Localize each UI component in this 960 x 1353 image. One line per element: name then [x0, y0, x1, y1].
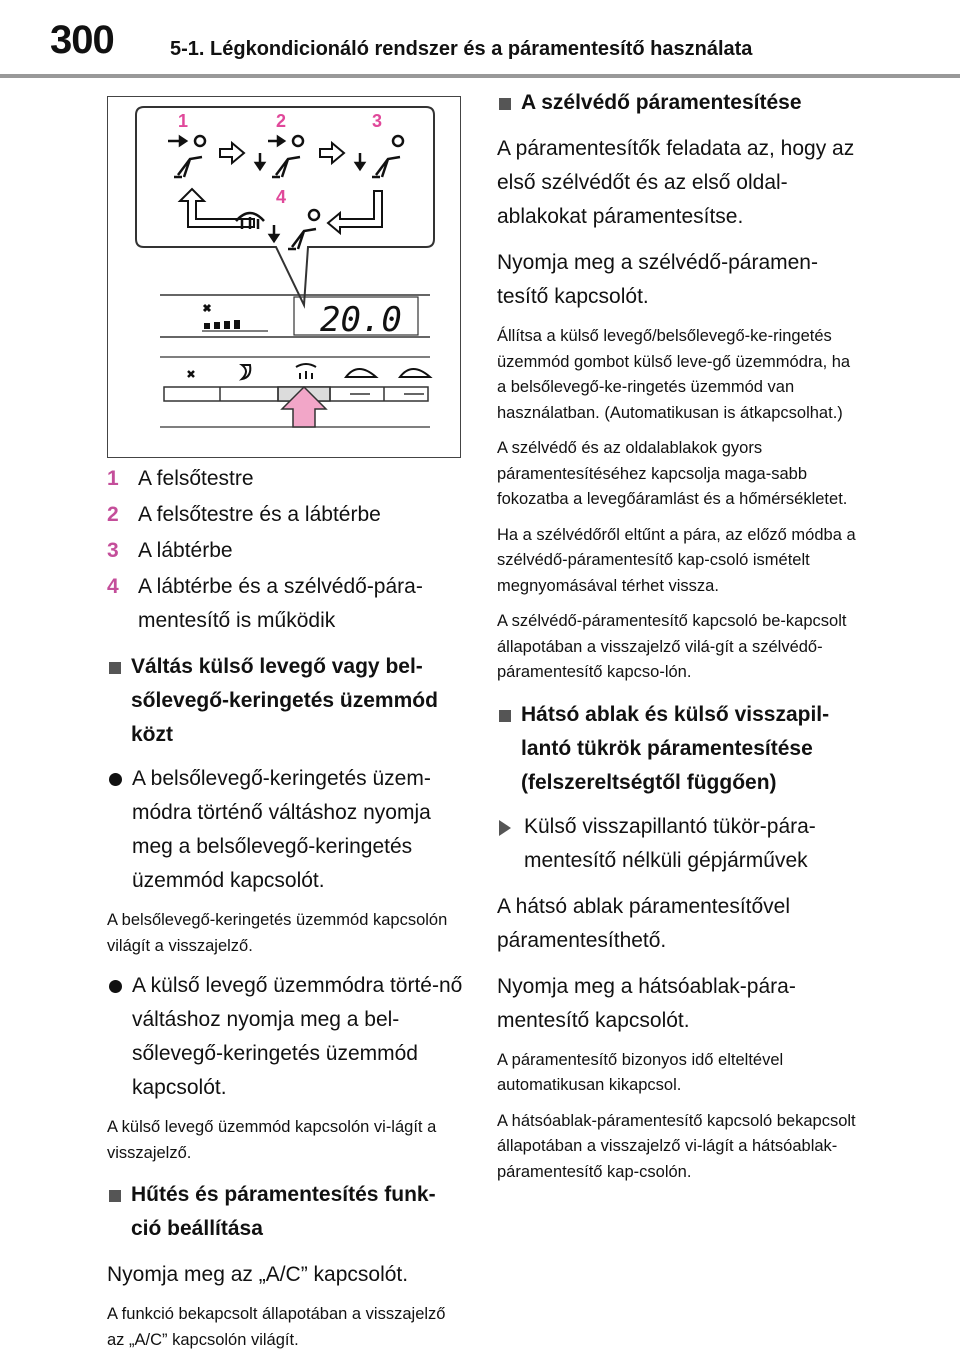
note-text: A belsőlevegő-keringetés üzemmód kapcsolón világít a visszajelző. — [107, 911, 448, 955]
figure-label-1: 1 — [178, 111, 189, 131]
sub-item: Külső visszapillantó tükör-pára-mentesítő nélküli gépjárművek — [497, 810, 857, 878]
body-text: Nyomja meg a szélvédő-páramen-tesítő kapcsolót. — [497, 251, 818, 308]
mode-list-item: 3 A lábtérbe — [107, 539, 233, 562]
section-heading: A szélvédő páramentesítése — [497, 86, 857, 120]
mode-list-item: 2 A felsőtestre és a lábtérbe — [107, 503, 381, 526]
button-row — [160, 357, 430, 427]
mode-diagram — [108, 97, 460, 457]
note-text: A funkció bekapcsolt állapotában a visszajelző az „A/C” kapcsolón világít. — [107, 1305, 446, 1349]
figure-label-4: 4 — [276, 187, 287, 207]
chapter-title: 5-1. Légkondicionáló rendszer és a páramentesítő használata — [170, 38, 753, 60]
note-text: Állítsa a külső levegő/belsőlevegő-ke-ringetés üzemmód gombot külső leve-gő üzemmódra, ha a belsőlevegő-ke-ringetés üzemmód van használatban. (Automatikusan is átkapcsolhat.) — [497, 327, 851, 422]
note-text: A szélvédő-páramentesítő kapcsoló be-kapcsolt állapotában a visszajelző vilá-gít a szélvédő-páramentesítő kapcso-lón. — [497, 612, 847, 681]
note-text: A hátsóablak-páramentesítő kapcsoló bekapcsolt állapotában a visszajelző vi-lágít a hátsóablak-páramentesítő kap-csolón. — [497, 1111, 856, 1181]
page-header — [0, 0, 960, 82]
left-column — [107, 96, 463, 1353]
note-text: Ha a szélvédőről eltűnt a pára, az előző módba a szélvédő-páramentesítő kap-csoló ismételt megnyomásával térhet vissza. — [497, 525, 856, 595]
header-rule — [0, 74, 960, 78]
right-column — [497, 86, 857, 1185]
mode-list-item: 1 A felsőtestre — [107, 467, 254, 490]
lcd-display — [160, 295, 430, 340]
note-text: A páramentesítő bizonyos idő elteltével automatikusan kikapcsol. — [497, 1050, 784, 1094]
temperature-readout: 20.0 — [320, 300, 402, 340]
climate-control-figure — [107, 96, 461, 458]
body-text: Nyomja meg a hátsóablak-pára-mentesítő kapcsolót. — [497, 974, 796, 1032]
section-heading: Hűtés és páramentesítés funk-ció beállítása — [107, 1178, 463, 1246]
note-text: A szélvédő és az oldalablakok gyors páramentesítéséhez kapcsolja maga-sabb fokozatba a levegőáramlást és a hőmérsékletet. — [497, 439, 848, 508]
body-text: Nyomja meg az „A/C” kapcsolót. — [107, 1263, 409, 1286]
note-text: A külső levegő üzemmód kapcsolón vi-lágít a visszajelző. — [107, 1118, 437, 1162]
figure-label-3: 3 — [372, 111, 383, 131]
mode-list-item: 4 A lábtérbe és a szélvédő-pára-mentesítő is működik — [107, 575, 423, 632]
bullet-item: A külső levegő üzemmódra törté-nő váltáshoz nyomja meg a bel-sőlevegő-keringetés üzemmód kapcsolót. — [107, 969, 463, 1105]
page-number: 300 — [50, 18, 114, 62]
section-heading: Váltás külső levegő vagy bel-sőlevegő-keringetés üzemmód közt — [107, 650, 463, 752]
figure-label-2: 2 — [276, 111, 287, 131]
bullet-item: A belsőlevegő-keringetés üzem-módra történő váltáshoz nyomja meg a belsőlevegő-keringetés üzemmód kapcsolót. — [107, 762, 463, 898]
section-heading: Hátsó ablak és külső visszapil-lantó tükrök páramentesítése (felszereltségtől függően) — [497, 698, 857, 800]
body-text: A páramentesítők feladata az, hogy az első szélvédőt és az első oldal-ablakokat páramentesítse. — [497, 137, 855, 228]
body-text: A hátsó ablak páramentesítővel páramentesíthető. — [497, 894, 791, 952]
